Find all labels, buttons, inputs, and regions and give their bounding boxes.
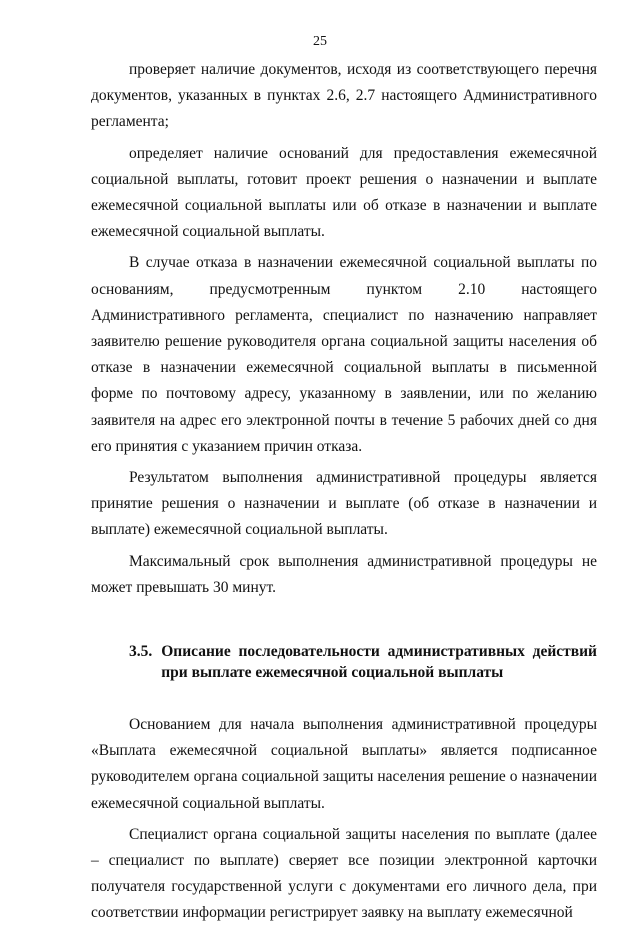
- paragraph: В случае отказа в назначении ежемесячной социальной выплаты по основаниям, предусмотренным пунктом 2.10 настоящего Административного регламента, специалист по назначению направляет заявителю решение руководителя органа социальной защиты населения об отказе в назначении ежемесячной социальной выплаты в письменной форме по почтовому адресу, указанному в заявлении, или по желанию заявителя на адрес его электронной почты в течение 5 рабочих дней со дня его принятия с указанием причин отказа.: [91, 254, 597, 455]
- document-body: [91, 57, 597, 927]
- paragraph: Результатом выполнения административной процедуры является принятие решения о назначении и выплате (об отказе в назначении и выплате) ежемесячной социальной выплаты.: [91, 469, 597, 539]
- paragraph: Специалист органа социальной защиты населения по выплате (далее – специалист по выплате) сверяет все позиции электронной карточки получателя государственной услуги с документами его личного дела, при соответствии информации регистрирует заявку на выплату ежемесячной: [91, 825, 597, 922]
- section-number: 3.5.: [129, 643, 153, 661]
- section-heading: [91, 641, 597, 683]
- paragraph: Основанием для начала выполнения административной процедуры «Выплата ежемесячной социальной выплаты» является подписанное руководителем органа социальной защиты населения решение о назначении ежемесячной социальной выплаты.: [91, 716, 597, 812]
- section-title: Описание последовательности административных действий при выплате ежемесячной социальной выплаты: [161, 643, 597, 682]
- paragraph: проверяет наличие документов, исходя из соответствующего перечня документов, указанных в пунктах 2.6, 2.7 настоящего Административного регламента;: [91, 61, 597, 131]
- paragraph: определяет наличие оснований для предоставления ежемесячной социальной выплаты, готовит проект решения о назначении и выплате ежемесячной социальной выплаты или об отказе в назначении и выплате ежемесячной социальной выплаты.: [91, 144, 597, 241]
- page-number: 25: [313, 34, 327, 49]
- paragraph: Максимальный срок выполнения административной процедуры не может превышать 30 минут.: [91, 552, 597, 596]
